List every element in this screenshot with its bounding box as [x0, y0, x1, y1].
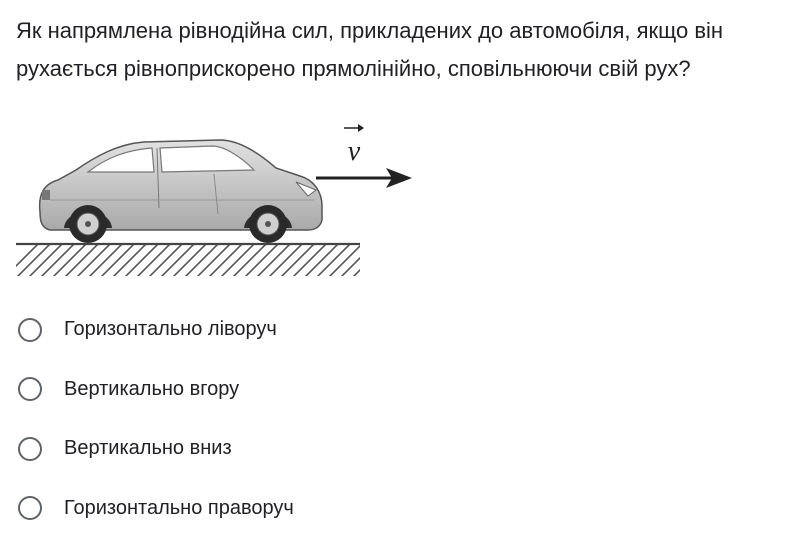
- option-right[interactable]: [16, 479, 616, 538]
- ground-hatch: [14, 244, 386, 278]
- question-text: [16, 12, 806, 88]
- radio-button[interactable]: [18, 496, 42, 520]
- option-label: Горизонтально праворуч: [64, 497, 294, 520]
- velocity-label: [344, 124, 364, 167]
- car-diagram: [14, 116, 424, 284]
- option-left[interactable]: [16, 300, 616, 360]
- radio-button[interactable]: [18, 318, 42, 342]
- question-line-2: рухається рівноприскорено прямолінійно, сповільнюючи свій рух?: [16, 56, 691, 81]
- car-figure: [14, 116, 424, 284]
- option-label: Горизонтально ліворуч: [64, 318, 277, 341]
- velocity-arrow: [316, 168, 412, 188]
- option-label: Вертикально вниз: [64, 437, 232, 460]
- radio-button[interactable]: [18, 437, 42, 461]
- car: [40, 140, 322, 243]
- answer-options: [16, 300, 616, 538]
- radio-button[interactable]: [18, 377, 42, 401]
- svg-text:v: v: [348, 136, 361, 167]
- option-label: Вертикально вгору: [64, 378, 239, 401]
- option-up[interactable]: [16, 360, 616, 420]
- option-down[interactable]: [16, 419, 616, 479]
- question-line-1: Як напрямлена рівнодійна сил, прикладених до автомобіля, якщо він: [16, 18, 723, 43]
